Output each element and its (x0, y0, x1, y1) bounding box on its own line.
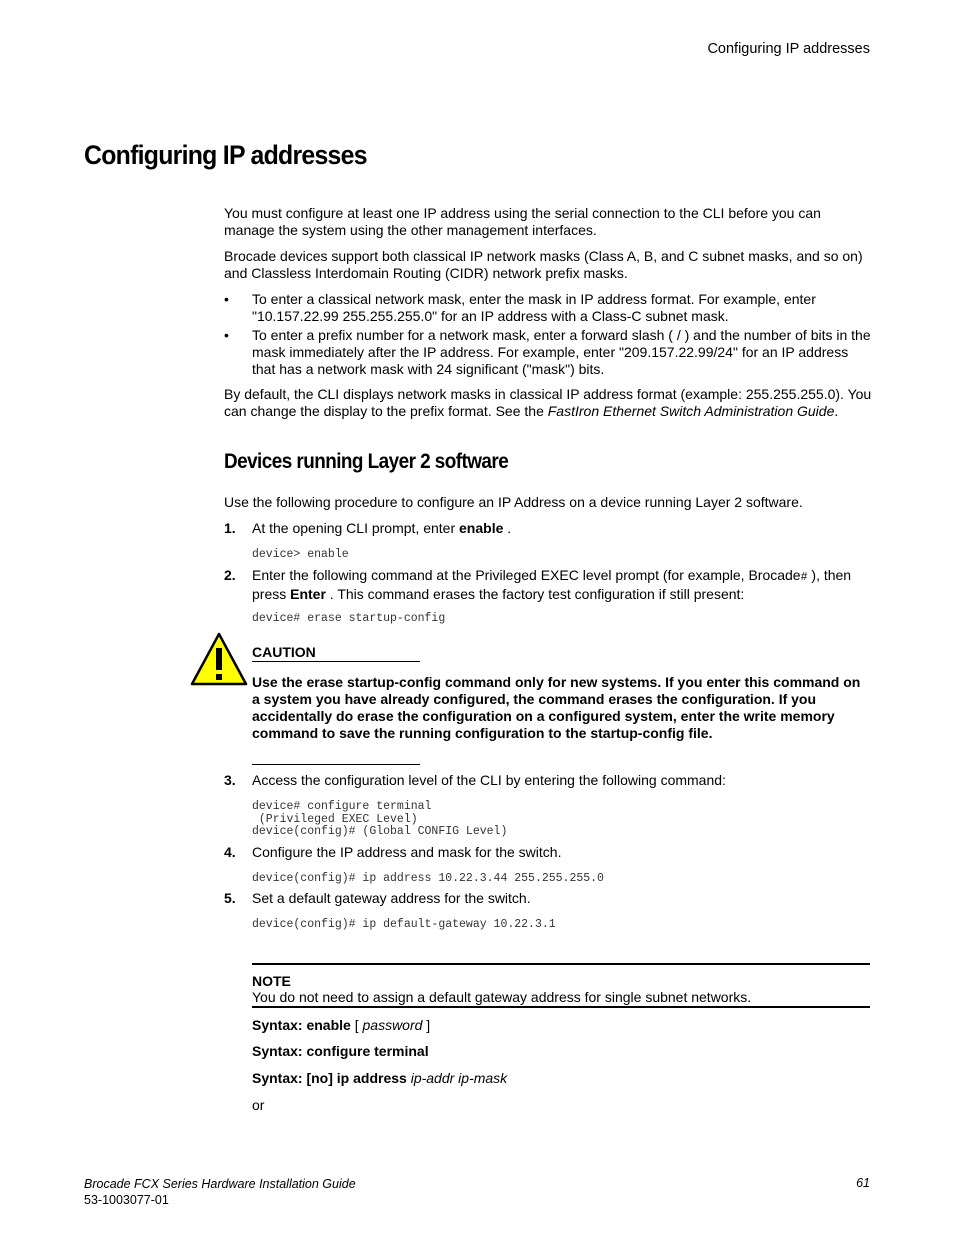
section-heading: Devices running Layer 2 software (224, 450, 509, 473)
page-number: 61 (856, 1176, 870, 1190)
syntax-configure-command: Syntax: configure terminal (252, 1043, 429, 1059)
step-2-prompt-char: # (800, 571, 808, 584)
step-3-text: Access the configuration level of the CLI by entering the following command: (252, 772, 726, 788)
syntax-ip-address-command: Syntax: [no] ip address (252, 1070, 407, 1086)
note-bottom-rule (252, 1006, 870, 1008)
code-block-step-5: device(config)# ip default-gateway 10.22.3.1 (252, 918, 556, 931)
bullet-item-prefix-mask: To enter a prefix number for a network mask, enter a forward slash ( / ) and the number of bits in the mask immediately after the IP address. For example, enter "209.157.22.99/24" for an IP address that has a network mask with 24 significant ("mask") bits. (252, 327, 871, 377)
step-1-command: enable (459, 520, 504, 536)
note-text: You do not need to assign a default gateway address for single subnet networks. (252, 989, 752, 1005)
caution-end-rule (252, 764, 420, 765)
step-2-post: . This command erases the factory test configuration if still present: (325, 586, 745, 602)
bullet-marker: • (224, 291, 229, 307)
code-block-step-1: device> enable (252, 548, 349, 561)
admin-guide-reference: FastIron Ethernet Switch Administration Guide (547, 403, 835, 419)
step-number: 2. (224, 567, 236, 583)
step-1-text (252, 520, 872, 537)
footer-doc-title: Brocade FCX Series Hardware Installation Guide (84, 1177, 356, 1191)
step-4-text: Configure the IP address and mask for the switch. (252, 844, 562, 860)
syntax-ip-params: ip-addr ip-mask (406, 1070, 508, 1086)
step-number: 5. (224, 890, 236, 906)
caution-text: Use the erase startup-config command only for new systems. If you enter this command on a system you have already configured, the command erases the configuration. If you accidentally do erase the configuration on a configured system, enter the write memory command to save the running configuration to the startup-config file. (252, 674, 861, 741)
intro-p3-end: . (834, 403, 839, 419)
step-number: 3. (224, 772, 236, 788)
running-header: Configuring IP addresses (707, 41, 870, 57)
code-block-step-3: device# configure terminal (Privileged EXEC Level) device(config)# (Global CONFIG Level) (252, 800, 508, 838)
step-1-pre: At the opening CLI prompt, enter (252, 520, 460, 536)
step-2-pre: Enter the following command at the Privileged EXEC level prompt (for example, Brocade (252, 567, 801, 583)
intro-paragraph-2: Brocade devices support both classical IP network masks (Class A, B, and C subnet masks, and so on) and Classless Interdomain Routing (CIDR) network prefix masks. (224, 248, 863, 281)
code-block-step-4: device(config)# ip address 10.22.3.44 255.255.255.0 (252, 872, 604, 885)
step-number: 1. (224, 520, 236, 536)
caution-title-rule (252, 661, 420, 662)
step-5-text: Set a default gateway address for the switch. (252, 890, 531, 906)
intro-p3-text: By default, the CLI displays network masks in classical IP address format (example: 255.255.255.0). You can change the display to the prefix format. See the (224, 386, 872, 419)
syntax-configure-terminal (252, 1043, 429, 1059)
step-2-key: Enter (290, 586, 326, 602)
bullet-item-classical-mask: To enter a classical network mask, enter the mask in IP address format. For example, enter "10.157.22.99 255.255.255.0" for an IP address with a Class-C subnet mask. (252, 291, 816, 324)
syntax-enable-command: Syntax: enable (252, 1017, 351, 1033)
syntax-bracket-open: [ (350, 1017, 363, 1033)
page-title: Configuring IP addresses (84, 140, 367, 170)
caution-warning-icon (190, 632, 248, 691)
syntax-ip-address (252, 1070, 507, 1086)
footer-doc-info (84, 1176, 356, 1208)
caution-title: CAUTION (252, 644, 316, 660)
section-lead: Use the following procedure to configure an IP Address on a device running Layer 2 software. (224, 494, 803, 510)
intro-paragraph-1: You must configure at least one IP address using the serial connection to the CLI before you can manage the system using the other management interfaces. (224, 205, 821, 238)
bullet-marker: • (224, 327, 229, 343)
step-number: 4. (224, 844, 236, 860)
syntax-enable (252, 1017, 430, 1033)
step-1-post: . (503, 520, 512, 536)
syntax-bracket-close: ] (422, 1017, 431, 1033)
syntax-or: or (252, 1097, 265, 1113)
step-2-mid: ), then press (252, 567, 852, 602)
code-block-step-2: device# erase startup-config (252, 612, 446, 625)
syntax-password-param: password (362, 1017, 423, 1033)
footer-doc-number: 53-1003077-01 (84, 1193, 169, 1207)
note-top-rule (252, 963, 870, 965)
note-title: NOTE (252, 973, 291, 989)
intro-paragraph-3 (224, 386, 874, 420)
step-2-text (252, 567, 872, 603)
